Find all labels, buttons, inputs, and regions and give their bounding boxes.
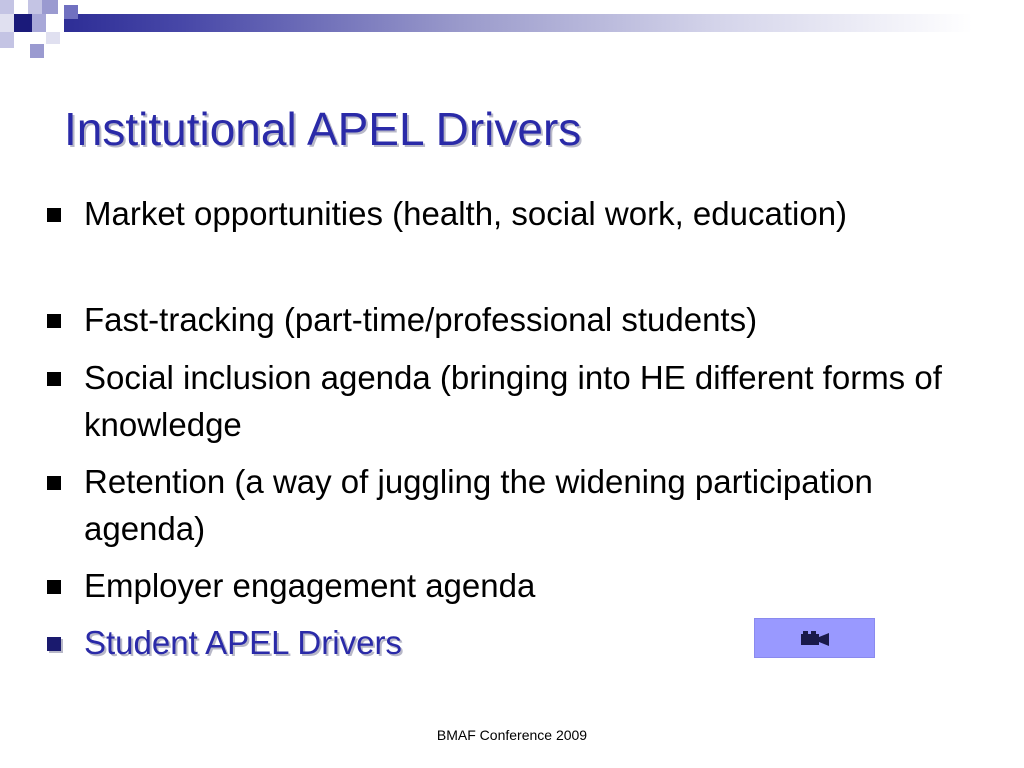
square-bullet-icon	[47, 314, 61, 328]
movie-camera-icon	[801, 631, 831, 647]
square-bullet-icon	[47, 476, 61, 490]
square-bullet-icon	[47, 637, 61, 651]
bullet-text: Employer engagement agenda	[84, 567, 536, 604]
decorative-gradient-bar	[0, 14, 1024, 32]
bullet-text: Market opportunities (health, social work, education)	[84, 195, 848, 232]
bullet-text: Social inclusion agenda (bringing into HE different forms of knowledge	[84, 359, 942, 443]
bullet-link-text[interactable]: Student APEL Drivers	[84, 624, 402, 661]
square-bullet-icon	[47, 580, 61, 594]
slide-footer: BMAF Conference 2009	[436, 727, 588, 743]
bullet-item	[84, 190, 984, 237]
bullet-item	[84, 354, 984, 448]
square-bullet-icon	[47, 372, 61, 386]
bullet-text: Fast-tracking (part-time/professional students)	[84, 301, 758, 338]
bullet-item	[84, 296, 984, 343]
movie-action-button[interactable]	[754, 618, 875, 658]
bullet-item	[84, 562, 984, 609]
slide-title: Institutional APEL Drivers	[64, 103, 582, 155]
bullet-text: Retention (a way of juggling the widening participation agenda)	[84, 463, 873, 547]
bullet-item	[84, 458, 984, 552]
square-bullet-icon	[47, 208, 61, 222]
